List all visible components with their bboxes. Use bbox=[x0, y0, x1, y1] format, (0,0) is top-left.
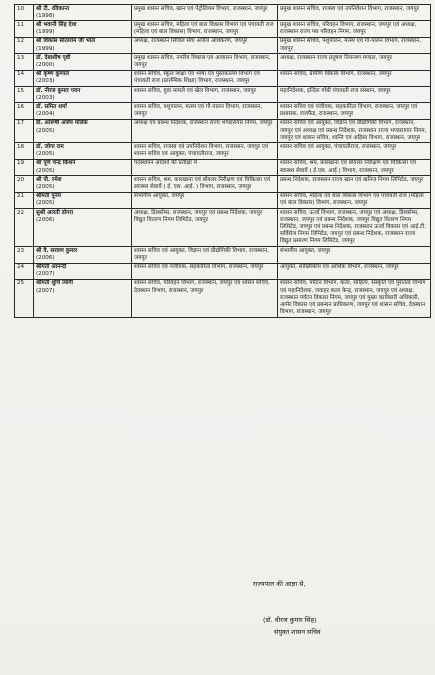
officer-name-cell bbox=[34, 21, 132, 37]
current-posting-cell: शासन सचिव, स्कूल शिक्षा एवं भाषा एवं पुस्तकालय विभाग एवं पंचायती राज (प्रारम्भिक शिक्षा) विभाग, राजस्थान, जयपुर bbox=[132, 70, 278, 86]
officer-batch: (2003) bbox=[36, 94, 55, 101]
officer-name: श्री भवानी सिंह देथा bbox=[36, 21, 77, 28]
new-posting-cell: प्रमुख शासन सचिव, पशुपालन, मत्स्य एवं गौ-पालन विभाग, राजस्थान, जयपुर bbox=[278, 37, 431, 53]
officer-name: डॉ. समित शर्मा bbox=[36, 103, 67, 110]
new-posting-cell: महानिदेशक, इन्दिरा गाँधी पंचायती राज संस्थान, जयपुर bbox=[278, 87, 431, 103]
table-row bbox=[15, 5, 431, 21]
current-posting-cell: शासन सचिव, पशुपालन, मत्स्य एवं गौ-पालन विभाग, राजस्थान, जयपुर bbox=[132, 103, 278, 119]
officer-name-cell bbox=[34, 119, 132, 143]
officer-batch: (2007) bbox=[36, 287, 55, 294]
serial-number-cell: 25 bbox=[15, 279, 34, 317]
serial-number-cell: 14 bbox=[15, 70, 34, 86]
officer-name: डॉ. देबाशीष पृष्टी bbox=[36, 54, 71, 61]
officer-name: श्री कृष्ण कुणाल bbox=[36, 71, 70, 78]
new-posting-cell: शासन सचिव एवं आयुक्त, पंचायतीराज, राजस्थान, जयपुर bbox=[278, 143, 431, 159]
officer-batch: (2005) bbox=[36, 167, 55, 174]
current-posting-cell: पदस्थापन आदेशों की प्रतीक्षा में bbox=[132, 159, 278, 175]
table-row bbox=[15, 247, 431, 263]
new-posting-cell: प्रमुख शासन सचिव, परिवहन विभाग, राजस्थान, जयपुर एवं अध्यक्ष, राजस्थान राज्य पथ परिवहन निगम, जयपुर bbox=[278, 21, 431, 37]
table-row bbox=[15, 192, 431, 208]
table-row bbox=[15, 159, 431, 175]
new-posting-cell: शासन सचिव, पर्यटन विभाग, कला, साहित्य, संस्कृति एवं पुरातत्व विभाग एवं महानिदेशक, जवाहर कला केन्द्र, राजस्थान, जयपुर एवं अध्यक्ष, राजस्थान पर्यटन विकास निगम, जयपुर एवं मुख्य कार्यकारी अधिकारी, आमेर विकास एवं प्रबन्धन प्राधिकरण, जयपुर एवं शासन सचिव, देवस्थान विभाग, राजस्थान, जयपुर bbox=[278, 279, 431, 317]
current-posting-cell: प्रमुख शासन सचिव, नगरीय विकास एवं आवासन विभाग, राजस्थान, जयपुर bbox=[132, 54, 278, 70]
officer-batch: (2007) bbox=[36, 271, 55, 278]
officer-batch: (2006) bbox=[36, 254, 55, 261]
serial-number-cell: 10 bbox=[15, 5, 34, 21]
order-by-governor-text: राज्यपाल की आज्ञा से, bbox=[253, 580, 306, 588]
current-posting-cell: शासन सचिव एवं पंजीयक, सहकारिता विभाग, राजस्थान, जयपुर bbox=[132, 263, 278, 279]
current-posting-cell: शासन सचिव, युवा मामले एवं खेल विभाग, राजस्थान, जयपुर bbox=[132, 87, 278, 103]
officer-name: डॉ. आरूषी अजेय मलिक bbox=[36, 120, 88, 127]
officer-name-cell bbox=[34, 37, 132, 53]
serial-number-cell: 20 bbox=[15, 176, 34, 192]
table-row bbox=[15, 70, 431, 86]
officer-batch: (2005) bbox=[36, 183, 55, 190]
officer-batch: (2005) bbox=[36, 200, 55, 207]
officer-name: डॉ. नीरज कुमार पवन bbox=[36, 87, 81, 94]
current-posting-cell: अध्यक्ष एवं प्रबन्ध निदेशक, राजस्थान राज्य भण्डारागार निगम, जयपुर bbox=[132, 119, 278, 143]
officer-name: श्री टी. रविकान्त bbox=[36, 5, 70, 12]
table-row bbox=[15, 119, 431, 143]
officer-name: श्रीमती पूनम bbox=[36, 193, 61, 200]
table-row bbox=[15, 103, 431, 119]
serial-number-cell: 13 bbox=[15, 54, 34, 70]
officer-name: श्री पूर्ण चन्द्र किशन bbox=[36, 160, 76, 167]
officer-name-cell bbox=[34, 176, 132, 192]
new-posting-cell: शासन सचिव, ग्रामीण विकास विभाग, राजस्थान, जयपुर bbox=[278, 70, 431, 86]
officer-name: श्री पी. रमेश bbox=[36, 176, 62, 183]
table-row bbox=[15, 54, 431, 70]
serial-number-cell: 16 bbox=[15, 103, 34, 119]
new-posting-cell: अध्यक्ष, राजस्थान राज्य प्रदूषण नियन्त्रण मण्डल, जयपुर bbox=[278, 54, 431, 70]
officer-name-cell bbox=[34, 5, 132, 21]
current-posting-cell: शासन सचिव, श्रम, कारखाना एवं बॉयलर निरीक्षण एवं चिकित्सा एवं स्वास्थ्य सेवायें ( ई. एस. आई. ) विभाग, राजस्थान, जयपुर bbox=[132, 176, 278, 192]
current-posting-cell: प्रमुख शासन सचिव, खान एवं पेट्रोलियम विभाग, राजस्थान, जयपुर bbox=[132, 5, 278, 21]
officer-name-cell bbox=[34, 209, 132, 247]
serial-number-cell: 17 bbox=[15, 119, 34, 143]
officer-batch: (2005) bbox=[36, 127, 55, 134]
officer-name-cell bbox=[34, 192, 132, 208]
serial-number-cell: 22 bbox=[15, 209, 34, 247]
new-posting-cell: संभागीय आयुक्त, जयपुर bbox=[278, 247, 431, 263]
current-posting-cell: शासन सचिव, परिवहन विभाग, राजस्थान, जयपुर एवं शासन सचिव, देवस्थान विभाग, राजस्थान, जयपुर bbox=[132, 279, 278, 317]
officer-batch: (2006) bbox=[36, 216, 55, 223]
table-row bbox=[15, 176, 431, 192]
new-posting-cell: शासन सचिव, ऊर्जा विभाग, राजस्थान, जयपुर एवं अध्यक्ष, डिस्कॉम्स, राजस्थान, जयपुर एवं प्रबन्ध निदेशक, जयपुर विद्युत वितरण निगम लिमिटेड, जयपुर एवं प्रबन्ध निदेशक, राजस्थान ऊर्जा विकास एवं आई.टी. सर्विसेज निगम लिमिटेड, जयपुर एवं प्रबन्ध निदेशक, राजस्थान राज्य विद्युत प्रसारण निगम लिमिटेड, जयपुर bbox=[278, 209, 431, 247]
officer-name-cell bbox=[34, 159, 132, 175]
new-posting-cell: शासन सचिव, महिला एवं बाल विकास विभाग एवं पंचायती राज (महिला एवं बाल विकास) विभाग, राजस्थान, जयपुर bbox=[278, 192, 431, 208]
new-posting-cell: शासन सचिव एवं पंजीयक, सहकारिता विभाग, राजस्थान, जयपुर एवं प्रशासक, राजफैड, राजस्थान, जयपुर bbox=[278, 103, 431, 119]
officer-name: सुश्री आरती डोगरा bbox=[36, 209, 74, 216]
table-row bbox=[15, 143, 431, 159]
current-posting-cell: प्रमुख शासन सचिव, महिला एवं बाल विकास विभाग एवं पंचायती राज (महिला एवं बाल विकास) विभाग, राजस्थान, जयपुर bbox=[132, 21, 278, 37]
officer-batch: (2000) bbox=[36, 61, 55, 68]
officer-name-cell bbox=[34, 103, 132, 119]
new-posting-cell: प्रमुख शासन सचिव, राजस्व एवं उपनिवेशन विभाग, राजस्थान, जयपुर bbox=[278, 5, 431, 21]
officer-batch: (1998) bbox=[36, 12, 55, 19]
current-posting-cell: अध्यक्ष, राजस्थान सिविल सेवा अपील अधिकरण, जयपुर bbox=[132, 37, 278, 53]
officer-batch: (2004) bbox=[36, 111, 55, 118]
new-posting-cell: शासन सचिव, श्रम, कारखाना एवं बॉयलर निरीक्षण एवं चिकित्सा एवं स्वास्थ्य सेवायें ( ई.एस. आई.) विभाग, राजस्थान, जयपुर bbox=[278, 159, 431, 175]
serial-number-cell: 19 bbox=[15, 159, 34, 175]
officer-name: श्री विकास सीताराम जी भाले bbox=[36, 38, 96, 45]
table-row bbox=[15, 279, 431, 317]
officer-name-cell bbox=[34, 247, 132, 263]
officer-batch: (1999) bbox=[36, 45, 55, 52]
officer-batch: (2005) bbox=[36, 151, 55, 158]
officer-name: श्री वै. सरवण कुमार bbox=[36, 247, 78, 254]
officer-name-cell bbox=[34, 54, 132, 70]
officer-name-cell bbox=[34, 87, 132, 103]
table-row bbox=[15, 21, 431, 37]
new-posting-cell: आयुक्त, सांख्यिकीय एवं आर्थिक विभाग, राजस्थान, जयपुर bbox=[278, 263, 431, 279]
current-posting-cell: अध्यक्ष, डिस्कॉम्स, राजस्थान, जयपुर एवं प्रबन्ध निदेशक, जयपुर विद्युत वितरण निगम लिमिटेड, जयपुर bbox=[132, 209, 278, 247]
serial-number-cell: 15 bbox=[15, 87, 34, 103]
officer-batch: (1999) bbox=[36, 29, 55, 36]
serial-number-cell: 21 bbox=[15, 192, 34, 208]
transfer-postings-table bbox=[14, 4, 431, 318]
new-posting-cell: प्रबन्ध निदेशक, राजस्थान राज्य खान एवं खनिज निगम लिमिटेड, जयपुर bbox=[278, 176, 431, 192]
table-row bbox=[15, 87, 431, 103]
officer-name-cell bbox=[34, 263, 132, 279]
officer-name: डॉ. जोगा राम bbox=[36, 143, 64, 150]
current-posting-cell: शासन सचिव एवं आयुक्त, विज्ञान एवं प्रौद्योगिकी विभाग, राजस्थान, जयपुर bbox=[132, 247, 278, 263]
table-row bbox=[15, 263, 431, 279]
serial-number-cell: 23 bbox=[15, 247, 34, 263]
officer-name: श्रीमती शुचि त्यागी bbox=[36, 280, 74, 287]
officer-name: श्रीमती आनन्दी bbox=[36, 264, 67, 270]
officer-name-cell bbox=[34, 70, 132, 86]
officer-name-cell bbox=[34, 279, 132, 317]
current-posting-cell: संभागीय आयुक्त, जयपुर bbox=[132, 192, 278, 208]
serial-number-cell: 12 bbox=[15, 37, 34, 53]
serial-number-cell: 18 bbox=[15, 143, 34, 159]
serial-number-cell: 24 bbox=[15, 263, 34, 279]
serial-number-cell: 11 bbox=[15, 21, 34, 37]
current-posting-cell: शासन सचिव, राजस्व एवं उपनिवेशन विभाग, राजस्थान, जयपुर एवं शासन सचिव एवं आयुक्त, पंचायतीराज, जयपुर bbox=[132, 143, 278, 159]
officer-name-cell bbox=[34, 143, 132, 159]
signatory-designation: संयुक्त शासन सचिव bbox=[274, 628, 321, 636]
table-body bbox=[15, 5, 431, 318]
signatory-name: (डॉ. धीरज कुमार सिंह) bbox=[263, 616, 317, 624]
new-posting-cell: शासन सचिव एवं आयुक्त, विज्ञान एवं प्रौद्योगिकी विभाग, राजस्थान, जयपुर एवं अध्यक्ष एवं प्रबन्ध निदेशक, राजस्थान राज्य भण्डारागार निगम, जयपुर एवं शासन सचिव, शान्ति एवं अहिंसा विभाग, राजस्थान, जयपुर bbox=[278, 119, 431, 143]
table-row bbox=[15, 209, 431, 247]
officer-batch: (2003) bbox=[36, 78, 55, 85]
table-row bbox=[15, 37, 431, 53]
